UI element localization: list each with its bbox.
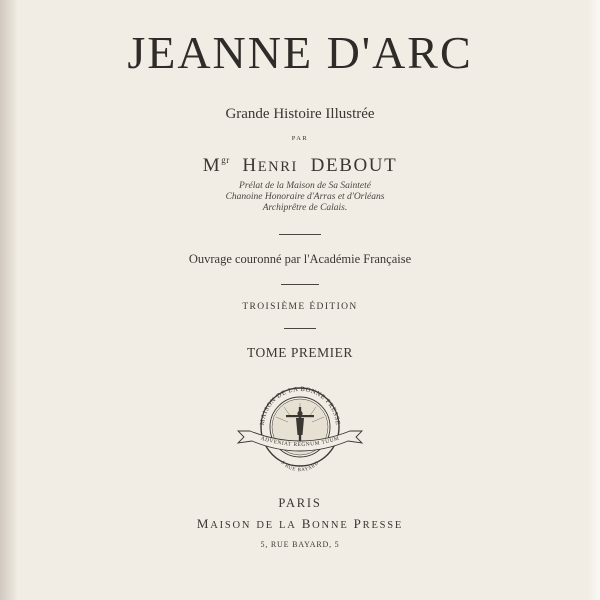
author-name xyxy=(0,155,600,177)
divider-rule xyxy=(284,328,316,329)
seal-lower-text: 5 RUE BAYARD xyxy=(279,460,321,474)
book-subtitle: Grande Histoire Illustrée xyxy=(225,106,375,122)
publisher-b: B xyxy=(301,516,313,531)
author-first-initial: H xyxy=(242,155,258,176)
credential-line: Prélat de la Maison de Sa Sainteté xyxy=(239,181,371,191)
publisher-address: 5, RUE BAYARD, 5 xyxy=(260,540,340,549)
by-line: PAR xyxy=(291,135,309,142)
author-first-rest: ENRI xyxy=(257,159,298,175)
credential-line: Chanoine Honoraire d'Arras et d'Orléans xyxy=(225,192,385,202)
author-last-rest: EBOUT xyxy=(325,155,398,176)
publisher-name xyxy=(0,516,600,532)
publication-city: PARIS xyxy=(278,496,322,510)
volume-line: TOME PREMIER xyxy=(247,345,353,360)
edition-line: TROISIÈME ÉDITION xyxy=(242,302,358,312)
publisher-la: LA xyxy=(279,520,297,531)
seal-ring-text: MAISON DE LA BONNE PRESSE xyxy=(258,385,342,426)
publisher-p: P xyxy=(353,516,363,531)
publisher-onne: ONNE xyxy=(312,520,349,531)
divider-rule xyxy=(281,284,319,285)
author-credentials xyxy=(0,181,600,214)
divider-rule xyxy=(279,234,321,235)
publisher-de: DE xyxy=(256,520,274,531)
publisher-resse: RESSE xyxy=(362,520,404,531)
author-last-initial: D xyxy=(310,155,326,176)
publisher-seal-emblem xyxy=(234,385,366,475)
award-line: Ouvrage couronné par l'Académie Française xyxy=(188,252,412,266)
publisher-m: M xyxy=(196,516,211,531)
author-honorific: M xyxy=(202,155,222,176)
publisher-aison: AISON xyxy=(210,520,252,531)
author-honorific-sup: gr xyxy=(221,155,230,165)
book-title: JEANNE D'ARC xyxy=(127,27,473,78)
credential-line: Archiprêtre de Calais. xyxy=(262,203,348,213)
seal-ribbon-text: ADVENIAT REGNUM TUUM xyxy=(259,435,341,449)
